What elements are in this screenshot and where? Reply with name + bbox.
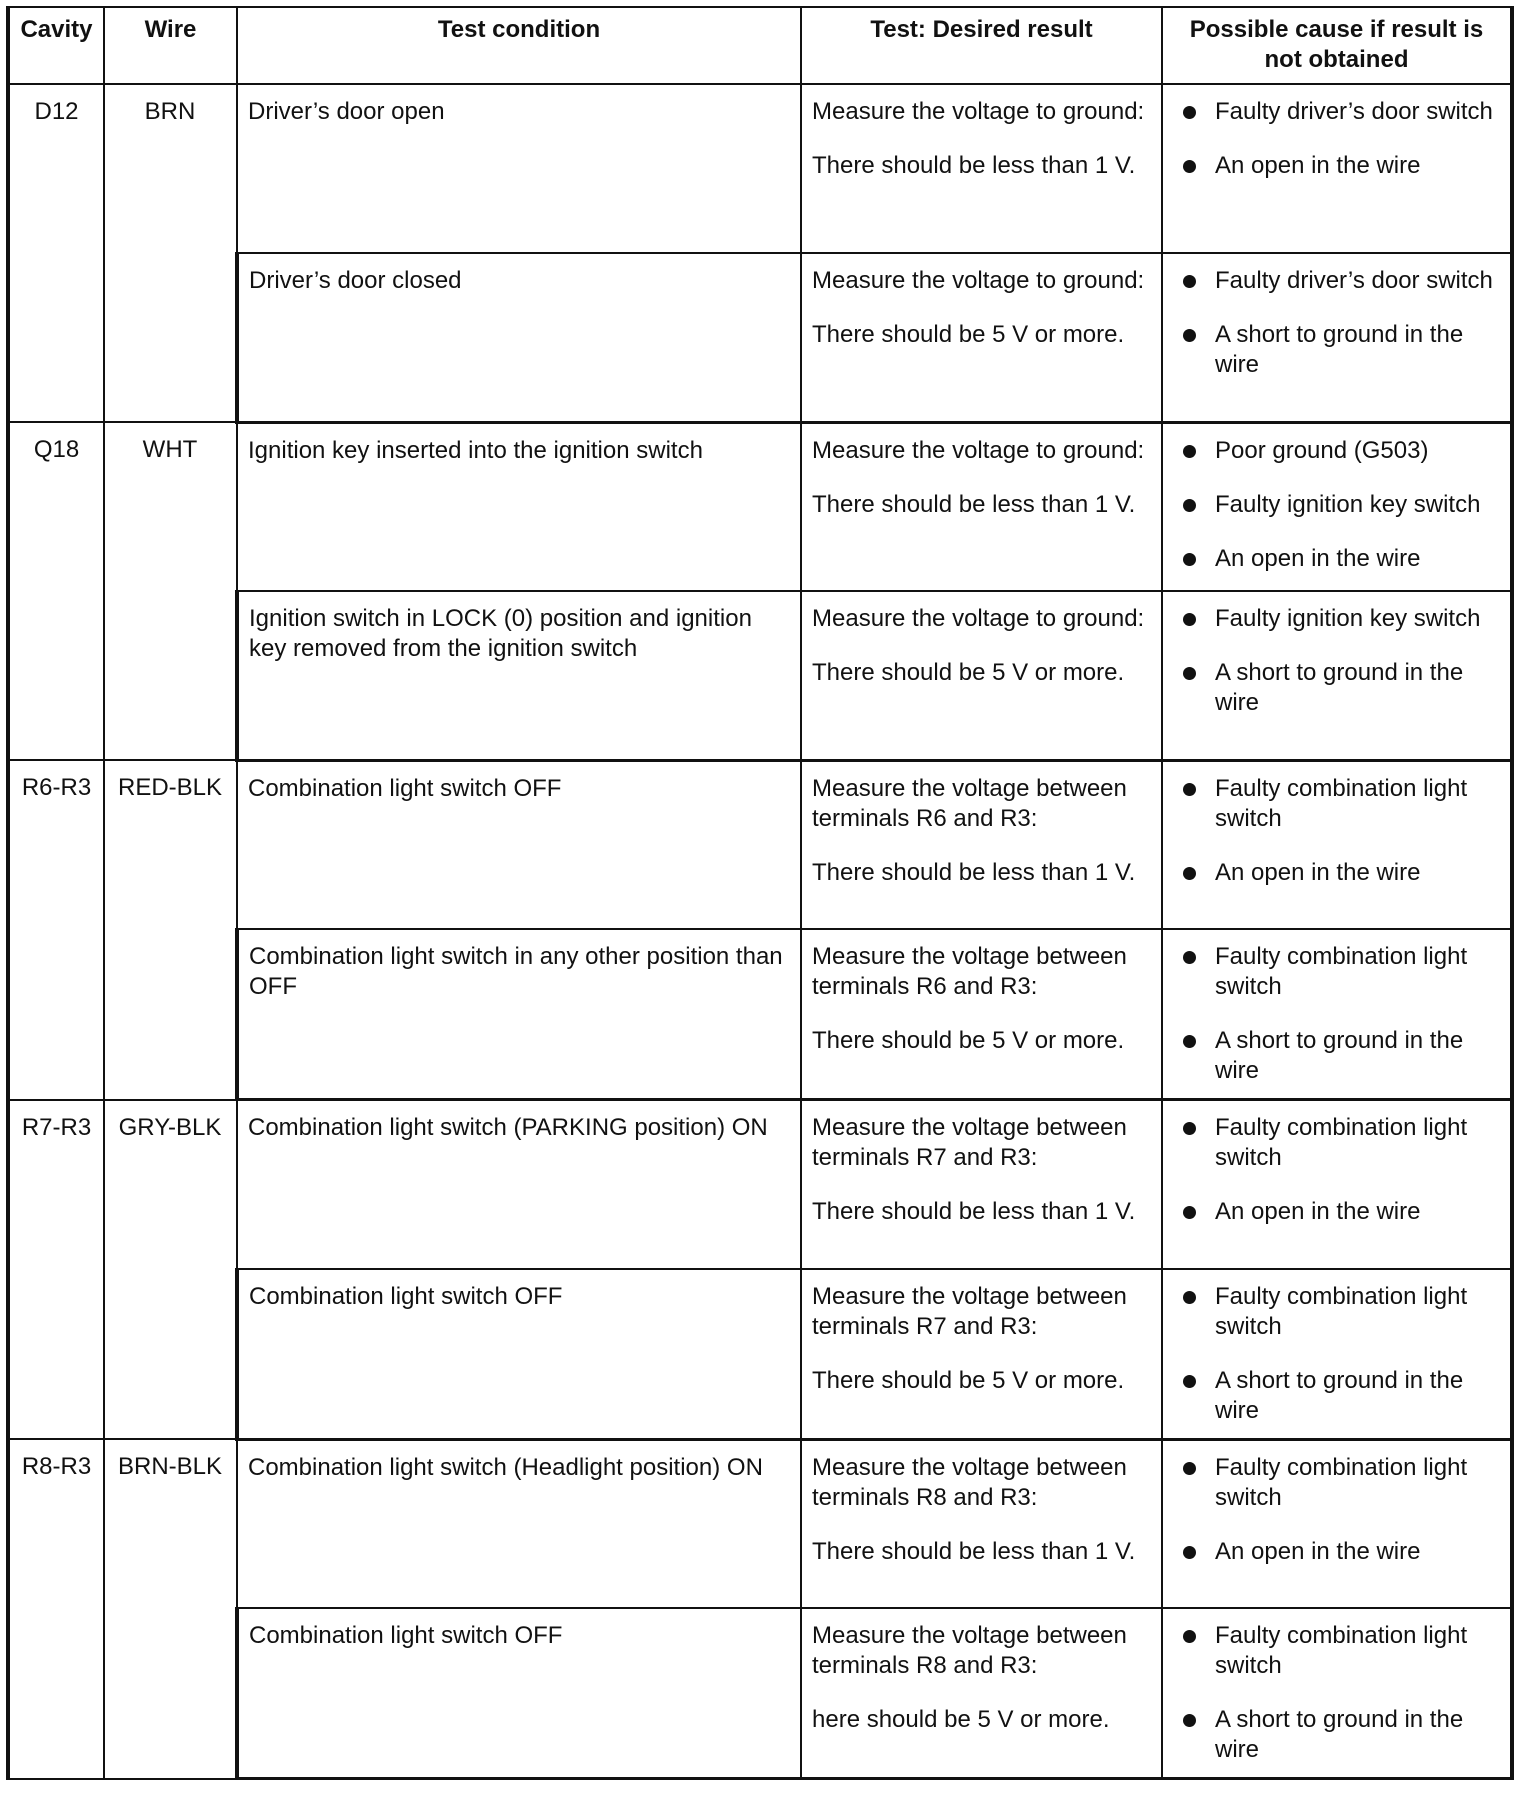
- cavity-cell: R6-R3: [8, 760, 104, 1100]
- possible-cause-cell: [1162, 422, 1512, 591]
- bullet-icon: [1183, 553, 1196, 566]
- cause-item: [1183, 1197, 1504, 1227]
- cause-item: [1183, 658, 1504, 718]
- cause-text: Faulty driver’s door switch: [1215, 98, 1493, 125]
- test-instruction: Measure the voltage to ground:: [812, 98, 1145, 125]
- expected-value: There should be less than 1 V.: [812, 1537, 1136, 1565]
- wire-cell: RED-BLK: [104, 760, 237, 1100]
- expected-value: here should be 5 V or more.: [812, 1706, 1110, 1733]
- cause-list: [1183, 604, 1504, 718]
- desired-result-cell: [801, 1269, 1162, 1440]
- expected-value: There should be less than 1 V.: [812, 1198, 1136, 1225]
- cause-item: [1183, 436, 1504, 466]
- bullet-icon: [1183, 667, 1196, 680]
- desired-result-cell: [801, 253, 1162, 422]
- bullet-icon: [1183, 867, 1196, 880]
- header-cavity: Cavity: [8, 7, 104, 84]
- cause-text: An open in the wire: [1215, 858, 1421, 886]
- possible-cause-cell: [1162, 1100, 1512, 1269]
- cause-text: An open in the wire: [1215, 152, 1421, 179]
- expected-value: There should be less than 1 V.: [812, 152, 1136, 179]
- bullet-icon: [1183, 1122, 1196, 1135]
- desired-result-cell: [801, 1608, 1162, 1779]
- expected-value: There should be 5 V or more.: [812, 1366, 1125, 1394]
- cause-text: A short to ground in the wire: [1215, 1366, 1464, 1424]
- bullet-icon: [1183, 106, 1196, 119]
- expected-value: There should be less than 1 V.: [812, 858, 1136, 886]
- cause-item: [1183, 544, 1504, 574]
- possible-cause-cell: [1162, 1439, 1512, 1608]
- possible-cause-cell: [1162, 1608, 1512, 1779]
- test-condition-cell: Combination light switch (PARKING position) ON: [237, 1100, 801, 1269]
- cause-item: [1183, 151, 1504, 181]
- bullet-icon: [1183, 1714, 1196, 1727]
- header-possible-cause: Possible cause if result is not obtained: [1162, 7, 1512, 84]
- desired-result-cell: [801, 1100, 1162, 1269]
- test-instruction: Measure the voltage between terminals R8 and R3:: [812, 1622, 1127, 1679]
- bullet-icon: [1183, 160, 1196, 173]
- test-condition-cell: Combination light switch OFF: [237, 1269, 801, 1440]
- cause-item: [1183, 266, 1504, 296]
- header-desired-result: Test: Desired result: [801, 7, 1162, 84]
- bullet-icon: [1183, 275, 1196, 288]
- cavity-cell: D12: [8, 84, 104, 422]
- cause-list: [1183, 97, 1504, 181]
- bullet-icon: [1183, 783, 1196, 796]
- table-row: [8, 1100, 1512, 1269]
- expected-value: There should be 5 V or more.: [812, 321, 1125, 348]
- cause-text: Faulty combination light switch: [1215, 1282, 1468, 1340]
- wire-cell: WHT: [104, 422, 237, 760]
- cause-item: [1183, 774, 1504, 834]
- cavity-cell: R8-R3: [8, 1439, 104, 1779]
- cause-text: A short to ground in the wire: [1215, 321, 1464, 378]
- cause-item: [1183, 320, 1504, 380]
- bullet-icon: [1183, 499, 1196, 512]
- test-condition-cell: Combination light switch in any other position than OFF: [237, 929, 801, 1100]
- cause-item: [1183, 942, 1504, 1002]
- possible-cause-cell: [1162, 760, 1512, 929]
- bullet-icon: [1183, 329, 1196, 342]
- wire-cell: BRN-BLK: [104, 1439, 237, 1779]
- cause-item: [1183, 1026, 1504, 1086]
- desired-result-cell: [801, 84, 1162, 253]
- cause-text: Faulty combination light switch: [1215, 774, 1468, 832]
- cause-text: Faulty ignition key switch: [1215, 490, 1481, 518]
- cause-text: A short to ground in the wire: [1215, 659, 1464, 716]
- test-instruction: Measure the voltage between terminals R8 and R3:: [812, 1453, 1127, 1511]
- bullet-icon: [1183, 613, 1196, 626]
- test-instruction: Measure the voltage to ground:: [812, 436, 1145, 464]
- cavity-cell: Q18: [8, 422, 104, 760]
- expected-value: There should be 5 V or more.: [812, 659, 1125, 686]
- cause-text: A short to ground in the wire: [1215, 1027, 1464, 1084]
- test-condition-cell: Driver’s door open: [237, 84, 801, 253]
- cause-item: [1183, 1537, 1504, 1567]
- cause-list: [1183, 1113, 1504, 1227]
- cause-list: [1183, 266, 1504, 380]
- cause-list: [1183, 436, 1504, 574]
- test-condition-cell: Driver’s door closed: [237, 253, 801, 422]
- desired-result-cell: [801, 760, 1162, 929]
- header-row: [8, 7, 1512, 84]
- table-row: [8, 760, 1512, 929]
- wire-cell: GRY-BLK: [104, 1100, 237, 1440]
- cause-item: [1183, 490, 1504, 520]
- cause-text: Poor ground (G503): [1215, 436, 1429, 464]
- possible-cause-cell: [1162, 929, 1512, 1100]
- cause-text: A short to ground in the wire: [1215, 1706, 1464, 1763]
- test-instruction: Measure the voltage to ground:: [812, 605, 1145, 632]
- test-instruction: Measure the voltage between terminals R7 and R3:: [812, 1282, 1127, 1340]
- bullet-icon: [1183, 1630, 1196, 1643]
- cause-item: [1183, 604, 1504, 634]
- cause-text: Faulty combination light switch: [1215, 1114, 1468, 1171]
- bullet-icon: [1183, 1206, 1196, 1219]
- test-condition-cell: Ignition switch in LOCK (0) position and ignition key removed from the ignition switch: [237, 591, 801, 760]
- desired-result-cell: [801, 422, 1162, 591]
- table-row: [8, 84, 1512, 253]
- desired-result-cell: [801, 591, 1162, 760]
- desired-result-cell: [801, 1439, 1162, 1608]
- cause-text: An open in the wire: [1215, 544, 1421, 572]
- possible-cause-cell: [1162, 253, 1512, 422]
- desired-result-cell: [801, 929, 1162, 1100]
- cause-text: An open in the wire: [1215, 1537, 1421, 1565]
- test-condition-cell: Combination light switch OFF: [237, 1608, 801, 1779]
- possible-cause-cell: [1162, 84, 1512, 253]
- table-row: [8, 1439, 1512, 1608]
- cause-item: [1183, 1453, 1504, 1513]
- cause-text: Faulty combination light switch: [1215, 1622, 1468, 1679]
- test-condition-cell: Ignition key inserted into the ignition switch: [237, 422, 801, 591]
- wire-cell: BRN: [104, 84, 237, 422]
- bullet-icon: [1183, 951, 1196, 964]
- test-instruction: Measure the voltage between terminals R7 and R3:: [812, 1114, 1127, 1171]
- cause-list: [1183, 1282, 1504, 1426]
- cause-item: [1183, 1621, 1504, 1681]
- cause-item: [1183, 1705, 1504, 1765]
- bullet-icon: [1183, 1035, 1196, 1048]
- bullet-icon: [1183, 1546, 1196, 1559]
- diagnostic-test-table: [6, 6, 1514, 1780]
- bullet-icon: [1183, 1375, 1196, 1388]
- possible-cause-cell: [1162, 591, 1512, 760]
- header-wire: Wire: [104, 7, 237, 84]
- test-instruction: Measure the voltage between terminals R6 and R3:: [812, 774, 1127, 832]
- cause-item: [1183, 1113, 1504, 1173]
- expected-value: There should be 5 V or more.: [812, 1027, 1125, 1054]
- header-test-condition: Test condition: [237, 7, 801, 84]
- cause-list: [1183, 1453, 1504, 1567]
- test-instruction: Measure the voltage between terminals R6 and R3:: [812, 943, 1127, 1000]
- cause-item: [1183, 1282, 1504, 1342]
- cause-list: [1183, 774, 1504, 888]
- bullet-icon: [1183, 1462, 1196, 1475]
- cause-text: Faulty combination light switch: [1215, 943, 1468, 1000]
- test-condition-cell: Combination light switch (Headlight position) ON: [237, 1439, 801, 1608]
- cause-item: [1183, 97, 1504, 127]
- expected-value: There should be less than 1 V.: [812, 490, 1136, 518]
- test-condition-cell: Combination light switch OFF: [237, 760, 801, 929]
- cause-item: [1183, 1366, 1504, 1426]
- cause-text: Faulty combination light switch: [1215, 1453, 1468, 1511]
- test-instruction: Measure the voltage to ground:: [812, 267, 1145, 294]
- cause-list: [1183, 942, 1504, 1086]
- bullet-icon: [1183, 1291, 1196, 1304]
- cause-text: An open in the wire: [1215, 1198, 1421, 1225]
- table-row: [8, 422, 1512, 591]
- cause-text: Faulty ignition key switch: [1215, 605, 1481, 632]
- cause-text: Faulty driver’s door switch: [1215, 267, 1493, 294]
- bullet-icon: [1183, 445, 1196, 458]
- possible-cause-cell: [1162, 1269, 1512, 1440]
- table-body: [8, 84, 1512, 1779]
- cause-item: [1183, 858, 1504, 888]
- cavity-cell: R7-R3: [8, 1100, 104, 1440]
- cause-list: [1183, 1621, 1504, 1765]
